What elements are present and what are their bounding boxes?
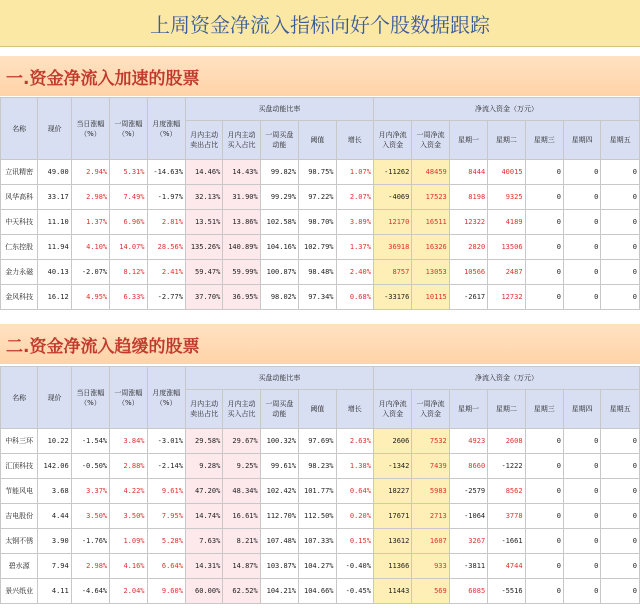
cell-thu: 0 [563, 235, 600, 260]
cell-price: 33.17 [38, 185, 71, 210]
cell-wed: 0 [525, 479, 563, 504]
cell-wed: 0 [525, 160, 563, 185]
header-m-net: 月内净流入资金 [373, 121, 411, 160]
cell-m-net: 2606 [373, 429, 411, 454]
stock-name: 立讯精密 [1, 160, 38, 185]
cell-week-change: 7.49% [110, 185, 147, 210]
cell-m-net: -1342 [373, 454, 411, 479]
cell-w-net: 17523 [412, 185, 449, 210]
header-week-change: 一周涨幅（%） [110, 98, 147, 160]
header-row-top [1, 367, 640, 390]
table-row [1, 185, 640, 210]
table-row [1, 554, 640, 579]
header-m-sell: 月内主动卖出占比 [185, 390, 222, 429]
header-price: 现价 [38, 367, 71, 429]
stock-name: 景兴纸业 [1, 579, 38, 604]
header-increase: 增长 [336, 121, 373, 160]
cell-tue: 2487 [488, 260, 525, 285]
stock-name: 汇顶科技 [1, 454, 38, 479]
cell-thu: 0 [563, 185, 600, 210]
cell-month-change: 9.60% [147, 579, 185, 604]
cell-day-change: 3.50% [71, 504, 109, 529]
cell-mon: 2820 [449, 235, 487, 260]
table-row [1, 454, 640, 479]
cell-m-buy: 9.25% [223, 454, 260, 479]
cell-tue: 9325 [488, 185, 525, 210]
header-w-net: 一周净流入资金 [412, 121, 449, 160]
cell-price: 142.06 [38, 454, 71, 479]
cell-m-sell: 135.26% [185, 235, 222, 260]
cell-month-change: -1.97% [147, 185, 185, 210]
header-w-buy: 一周买盘动能 [260, 390, 298, 429]
cell-increase: 1.38% [336, 454, 373, 479]
cell-tue: 3778 [488, 504, 525, 529]
cell-mon: -2579 [449, 479, 487, 504]
cell-fri: 0 [601, 285, 640, 310]
header-group-net: 净流入资金（万元） [373, 367, 639, 390]
table-row [1, 504, 640, 529]
table-row [1, 579, 640, 604]
cell-thu: 0 [563, 160, 600, 185]
cell-threshold: 97.69% [299, 429, 336, 454]
cell-increase: 0.20% [336, 504, 373, 529]
cell-increase: -0.45% [336, 579, 373, 604]
header-week-change: 一周涨幅（%） [110, 367, 147, 429]
table-row [1, 210, 640, 235]
cell-m-sell: 59.47% [185, 260, 222, 285]
cell-thu: 0 [563, 529, 600, 554]
cell-fri: 0 [601, 235, 640, 260]
header-mon: 星期一 [449, 390, 487, 429]
cell-m-net: 8757 [373, 260, 411, 285]
cell-m-buy: 29.67% [223, 429, 260, 454]
header-group-ratio: 买盘动能比率 [185, 367, 373, 390]
cell-fri: 0 [601, 579, 640, 604]
cell-increase: 2.40% [336, 260, 373, 285]
header-month-change: 月度涨幅（%） [147, 98, 185, 160]
cell-day-change: -4.64% [71, 579, 109, 604]
cell-w-buy: 102.42% [260, 479, 298, 504]
page-title: 上周资金净流入指标向好个股数据跟踪 [0, 0, 640, 47]
cell-w-net: 10115 [412, 285, 449, 310]
cell-w-buy: 98.02% [260, 285, 298, 310]
cell-price: 10.22 [38, 429, 71, 454]
cell-tue: 4744 [488, 554, 525, 579]
header-threshold: 阈值 [299, 390, 336, 429]
cell-m-sell: 14.74% [185, 504, 222, 529]
section1-table [0, 97, 640, 310]
cell-mon: 8198 [449, 185, 487, 210]
cell-price: 3.68 [38, 479, 71, 504]
cell-price: 4.11 [38, 579, 71, 604]
cell-m-buy: 16.61% [223, 504, 260, 529]
stock-name: 仁东控股 [1, 235, 38, 260]
header-mon: 星期一 [449, 121, 487, 160]
cell-day-change: 1.37% [71, 210, 109, 235]
header-w-net: 一周净流入资金 [412, 390, 449, 429]
cell-mon: 12322 [449, 210, 487, 235]
cell-increase: 1.07% [336, 160, 373, 185]
cell-mon: -1064 [449, 504, 487, 529]
cell-increase: 1.37% [336, 235, 373, 260]
header-wed: 星期三 [525, 390, 563, 429]
cell-threshold: 104.27% [299, 554, 336, 579]
table-row [1, 160, 640, 185]
cell-day-change: -1.76% [71, 529, 109, 554]
stock-name: 中天科技 [1, 210, 38, 235]
header-wed: 星期三 [525, 121, 563, 160]
cell-fri: 0 [601, 504, 640, 529]
cell-increase: 0.68% [336, 285, 373, 310]
cell-wed: 0 [525, 504, 563, 529]
cell-increase: 2.07% [336, 185, 373, 210]
cell-month-change: 2.41% [147, 260, 185, 285]
cell-day-change: 2.94% [71, 160, 109, 185]
cell-price: 3.90 [38, 529, 71, 554]
cell-fri: 0 [601, 160, 640, 185]
cell-w-buy: 104.16% [260, 235, 298, 260]
cell-mon: 8444 [449, 160, 487, 185]
cell-day-change: -2.07% [71, 260, 109, 285]
header-month-change: 月度涨幅（%） [147, 367, 185, 429]
cell-m-sell: 13.51% [185, 210, 222, 235]
cell-week-change: 4.22% [110, 479, 147, 504]
header-thu: 星期四 [563, 390, 600, 429]
cell-wed: 0 [525, 185, 563, 210]
stock-name: 太钢不锈 [1, 529, 38, 554]
cell-month-change: 9.61% [147, 479, 185, 504]
cell-week-change: 14.07% [110, 235, 147, 260]
stock-name: 碧水源 [1, 554, 38, 579]
cell-week-change: 3.50% [110, 504, 147, 529]
cell-wed: 0 [525, 210, 563, 235]
cell-w-buy: 100.87% [260, 260, 298, 285]
header-fri: 星期五 [601, 121, 640, 160]
cell-m-net: 18227 [373, 479, 411, 504]
cell-m-net: -33176 [373, 285, 411, 310]
cell-w-buy: 99.61% [260, 454, 298, 479]
cell-w-buy: 112.70% [260, 504, 298, 529]
cell-w-net: 933 [412, 554, 449, 579]
cell-fri: 0 [601, 454, 640, 479]
cell-m-sell: 14.31% [185, 554, 222, 579]
cell-w-net: 569 [412, 579, 449, 604]
cell-month-change: -3.01% [147, 429, 185, 454]
cell-day-change: 4.10% [71, 235, 109, 260]
header-fri: 星期五 [601, 390, 640, 429]
cell-price: 40.13 [38, 260, 71, 285]
cell-day-change: 2.98% [71, 185, 109, 210]
cell-threshold: 104.66% [299, 579, 336, 604]
header-increase: 增长 [336, 390, 373, 429]
cell-tue: -1661 [488, 529, 525, 554]
table-row [1, 285, 640, 310]
cell-price: 49.00 [38, 160, 71, 185]
cell-month-change: -2.14% [147, 454, 185, 479]
cell-mon: -3811 [449, 554, 487, 579]
cell-w-buy: 103.87% [260, 554, 298, 579]
cell-fri: 0 [601, 479, 640, 504]
cell-m-sell: 32.13% [185, 185, 222, 210]
cell-threshold: 97.34% [299, 285, 336, 310]
cell-day-change: -0.50% [71, 454, 109, 479]
cell-threshold: 98.70% [299, 210, 336, 235]
header-row-top [1, 98, 640, 121]
cell-w-buy: 99.82% [260, 160, 298, 185]
cell-week-change: 2.04% [110, 579, 147, 604]
stock-name: 金力永磁 [1, 260, 38, 285]
cell-week-change: 1.09% [110, 529, 147, 554]
cell-mon: 3267 [449, 529, 487, 554]
cell-m-buy: 140.89% [223, 235, 260, 260]
cell-w-buy: 104.21% [260, 579, 298, 604]
cell-day-change: 2.98% [71, 554, 109, 579]
cell-w-buy: 100.32% [260, 429, 298, 454]
header-name: 名称 [1, 98, 38, 160]
cell-week-change: 6.96% [110, 210, 147, 235]
cell-wed: 0 [525, 554, 563, 579]
cell-m-net: 17671 [373, 504, 411, 529]
header-price: 现价 [38, 98, 71, 160]
cell-m-sell: 60.00% [185, 579, 222, 604]
cell-mon: 4923 [449, 429, 487, 454]
cell-thu: 0 [563, 504, 600, 529]
cell-threshold: 98.23% [299, 454, 336, 479]
cell-thu: 0 [563, 210, 600, 235]
cell-m-buy: 36.95% [223, 285, 260, 310]
section2-table [0, 366, 640, 604]
table-row [1, 529, 640, 554]
cell-fri: 0 [601, 260, 640, 285]
cell-m-buy: 48.34% [223, 479, 260, 504]
cell-wed: 0 [525, 454, 563, 479]
cell-thu: 0 [563, 429, 600, 454]
cell-m-sell: 47.20% [185, 479, 222, 504]
cell-tue: 13506 [488, 235, 525, 260]
cell-tue: 2608 [488, 429, 525, 454]
cell-month-change: 28.56% [147, 235, 185, 260]
cell-threshold: 98.75% [299, 160, 336, 185]
cell-threshold: 101.77% [299, 479, 336, 504]
section1-title: 一.资金净流入加速的股票 [0, 56, 640, 96]
cell-w-net: 16326 [412, 235, 449, 260]
stock-name: 风华高科 [1, 185, 38, 210]
header-tue: 星期二 [488, 390, 525, 429]
cell-month-change: 6.64% [147, 554, 185, 579]
stock-name: 节能风电 [1, 479, 38, 504]
cell-tue: 4189 [488, 210, 525, 235]
cell-month-change: 7.95% [147, 504, 185, 529]
cell-week-change: 3.84% [110, 429, 147, 454]
cell-m-sell: 37.70% [185, 285, 222, 310]
cell-w-net: 7532 [412, 429, 449, 454]
cell-week-change: 5.31% [110, 160, 147, 185]
cell-m-net: 36918 [373, 235, 411, 260]
header-m-buy: 月内主动买入占比 [223, 121, 260, 160]
cell-w-buy: 102.58% [260, 210, 298, 235]
cell-wed: 0 [525, 529, 563, 554]
header-w-buy: 一周买盘动能 [260, 121, 298, 160]
cell-m-net: 13612 [373, 529, 411, 554]
cell-m-net: 11366 [373, 554, 411, 579]
cell-thu: 0 [563, 554, 600, 579]
cell-price: 4.44 [38, 504, 71, 529]
section2-title: 二.资金净流入趋缓的股票 [0, 324, 640, 364]
cell-fri: 0 [601, 529, 640, 554]
stock-name: 中科三环 [1, 429, 38, 454]
cell-m-buy: 13.86% [223, 210, 260, 235]
cell-price: 11.10 [38, 210, 71, 235]
cell-mon: 6085 [449, 579, 487, 604]
header-group-ratio: 买盘动能比率 [185, 98, 373, 121]
cell-week-change: 8.12% [110, 260, 147, 285]
cell-tue: 8562 [488, 479, 525, 504]
cell-increase: 0.64% [336, 479, 373, 504]
cell-day-change: -1.54% [71, 429, 109, 454]
cell-price: 11.94 [38, 235, 71, 260]
cell-thu: 0 [563, 285, 600, 310]
cell-threshold: 102.79% [299, 235, 336, 260]
cell-thu: 0 [563, 260, 600, 285]
table-row [1, 260, 640, 285]
cell-m-buy: 31.90% [223, 185, 260, 210]
cell-w-net: 13053 [412, 260, 449, 285]
header-threshold: 阈值 [299, 121, 336, 160]
cell-month-change: 2.81% [147, 210, 185, 235]
cell-m-sell: 29.58% [185, 429, 222, 454]
cell-threshold: 107.33% [299, 529, 336, 554]
cell-w-net: 1607 [412, 529, 449, 554]
cell-m-buy: 8.21% [223, 529, 260, 554]
header-m-sell: 月内主动卖出占比 [185, 121, 222, 160]
cell-tue: 12732 [488, 285, 525, 310]
cell-month-change: -2.77% [147, 285, 185, 310]
cell-day-change: 3.37% [71, 479, 109, 504]
header-tue: 星期二 [488, 121, 525, 160]
cell-month-change: 5.28% [147, 529, 185, 554]
cell-w-buy: 99.29% [260, 185, 298, 210]
header-thu: 星期四 [563, 121, 600, 160]
table-row [1, 235, 640, 260]
cell-fri: 0 [601, 429, 640, 454]
cell-fri: 0 [601, 554, 640, 579]
cell-month-change: -14.63% [147, 160, 185, 185]
cell-w-buy: 107.48% [260, 529, 298, 554]
cell-w-net: 16511 [412, 210, 449, 235]
cell-thu: 0 [563, 454, 600, 479]
cell-w-net: 48459 [412, 160, 449, 185]
cell-w-net: 7439 [412, 454, 449, 479]
header-name: 名称 [1, 367, 38, 429]
cell-w-net: 5983 [412, 479, 449, 504]
cell-tue: 40015 [488, 160, 525, 185]
cell-mon: 8660 [449, 454, 487, 479]
cell-threshold: 112.50% [299, 504, 336, 529]
cell-tue: -1222 [488, 454, 525, 479]
cell-threshold: 97.22% [299, 185, 336, 210]
cell-week-change: 2.88% [110, 454, 147, 479]
cell-wed: 0 [525, 235, 563, 260]
cell-wed: 0 [525, 429, 563, 454]
cell-threshold: 98.48% [299, 260, 336, 285]
cell-day-change: 4.95% [71, 285, 109, 310]
cell-wed: 0 [525, 579, 563, 604]
cell-thu: 0 [563, 479, 600, 504]
cell-w-net: 2713 [412, 504, 449, 529]
cell-m-buy: 59.99% [223, 260, 260, 285]
cell-increase: 3.89% [336, 210, 373, 235]
cell-fri: 0 [601, 210, 640, 235]
header-m-net: 月内净流入资金 [373, 390, 411, 429]
cell-increase: 0.15% [336, 529, 373, 554]
header-day-change: 当日涨幅（%） [71, 367, 109, 429]
cell-m-net: -4069 [373, 185, 411, 210]
cell-wed: 0 [525, 260, 563, 285]
cell-thu: 0 [563, 579, 600, 604]
cell-week-change: 6.33% [110, 285, 147, 310]
cell-m-buy: 14.43% [223, 160, 260, 185]
cell-m-sell: 7.63% [185, 529, 222, 554]
cell-m-sell: 9.28% [185, 454, 222, 479]
header-m-buy: 月内主动买入占比 [223, 390, 260, 429]
cell-m-net: -11262 [373, 160, 411, 185]
stock-name: 金风科技 [1, 285, 38, 310]
cell-increase: -0.40% [336, 554, 373, 579]
cell-wed: 0 [525, 285, 563, 310]
cell-m-buy: 14.87% [223, 554, 260, 579]
cell-increase: 2.63% [336, 429, 373, 454]
table-row [1, 429, 640, 454]
cell-week-change: 4.16% [110, 554, 147, 579]
cell-m-buy: 62.52% [223, 579, 260, 604]
stock-name: 吉电股份 [1, 504, 38, 529]
cell-m-net: 11443 [373, 579, 411, 604]
cell-fri: 0 [601, 185, 640, 210]
header-day-change: 当日涨幅（%） [71, 98, 109, 160]
cell-m-sell: 14.46% [185, 160, 222, 185]
cell-tue: -5516 [488, 579, 525, 604]
cell-m-net: 12170 [373, 210, 411, 235]
cell-price: 16.12 [38, 285, 71, 310]
table-row [1, 479, 640, 504]
cell-price: 7.94 [38, 554, 71, 579]
header-group-net: 净流入资金（万元） [373, 98, 639, 121]
cell-mon: -2617 [449, 285, 487, 310]
cell-mon: 10566 [449, 260, 487, 285]
